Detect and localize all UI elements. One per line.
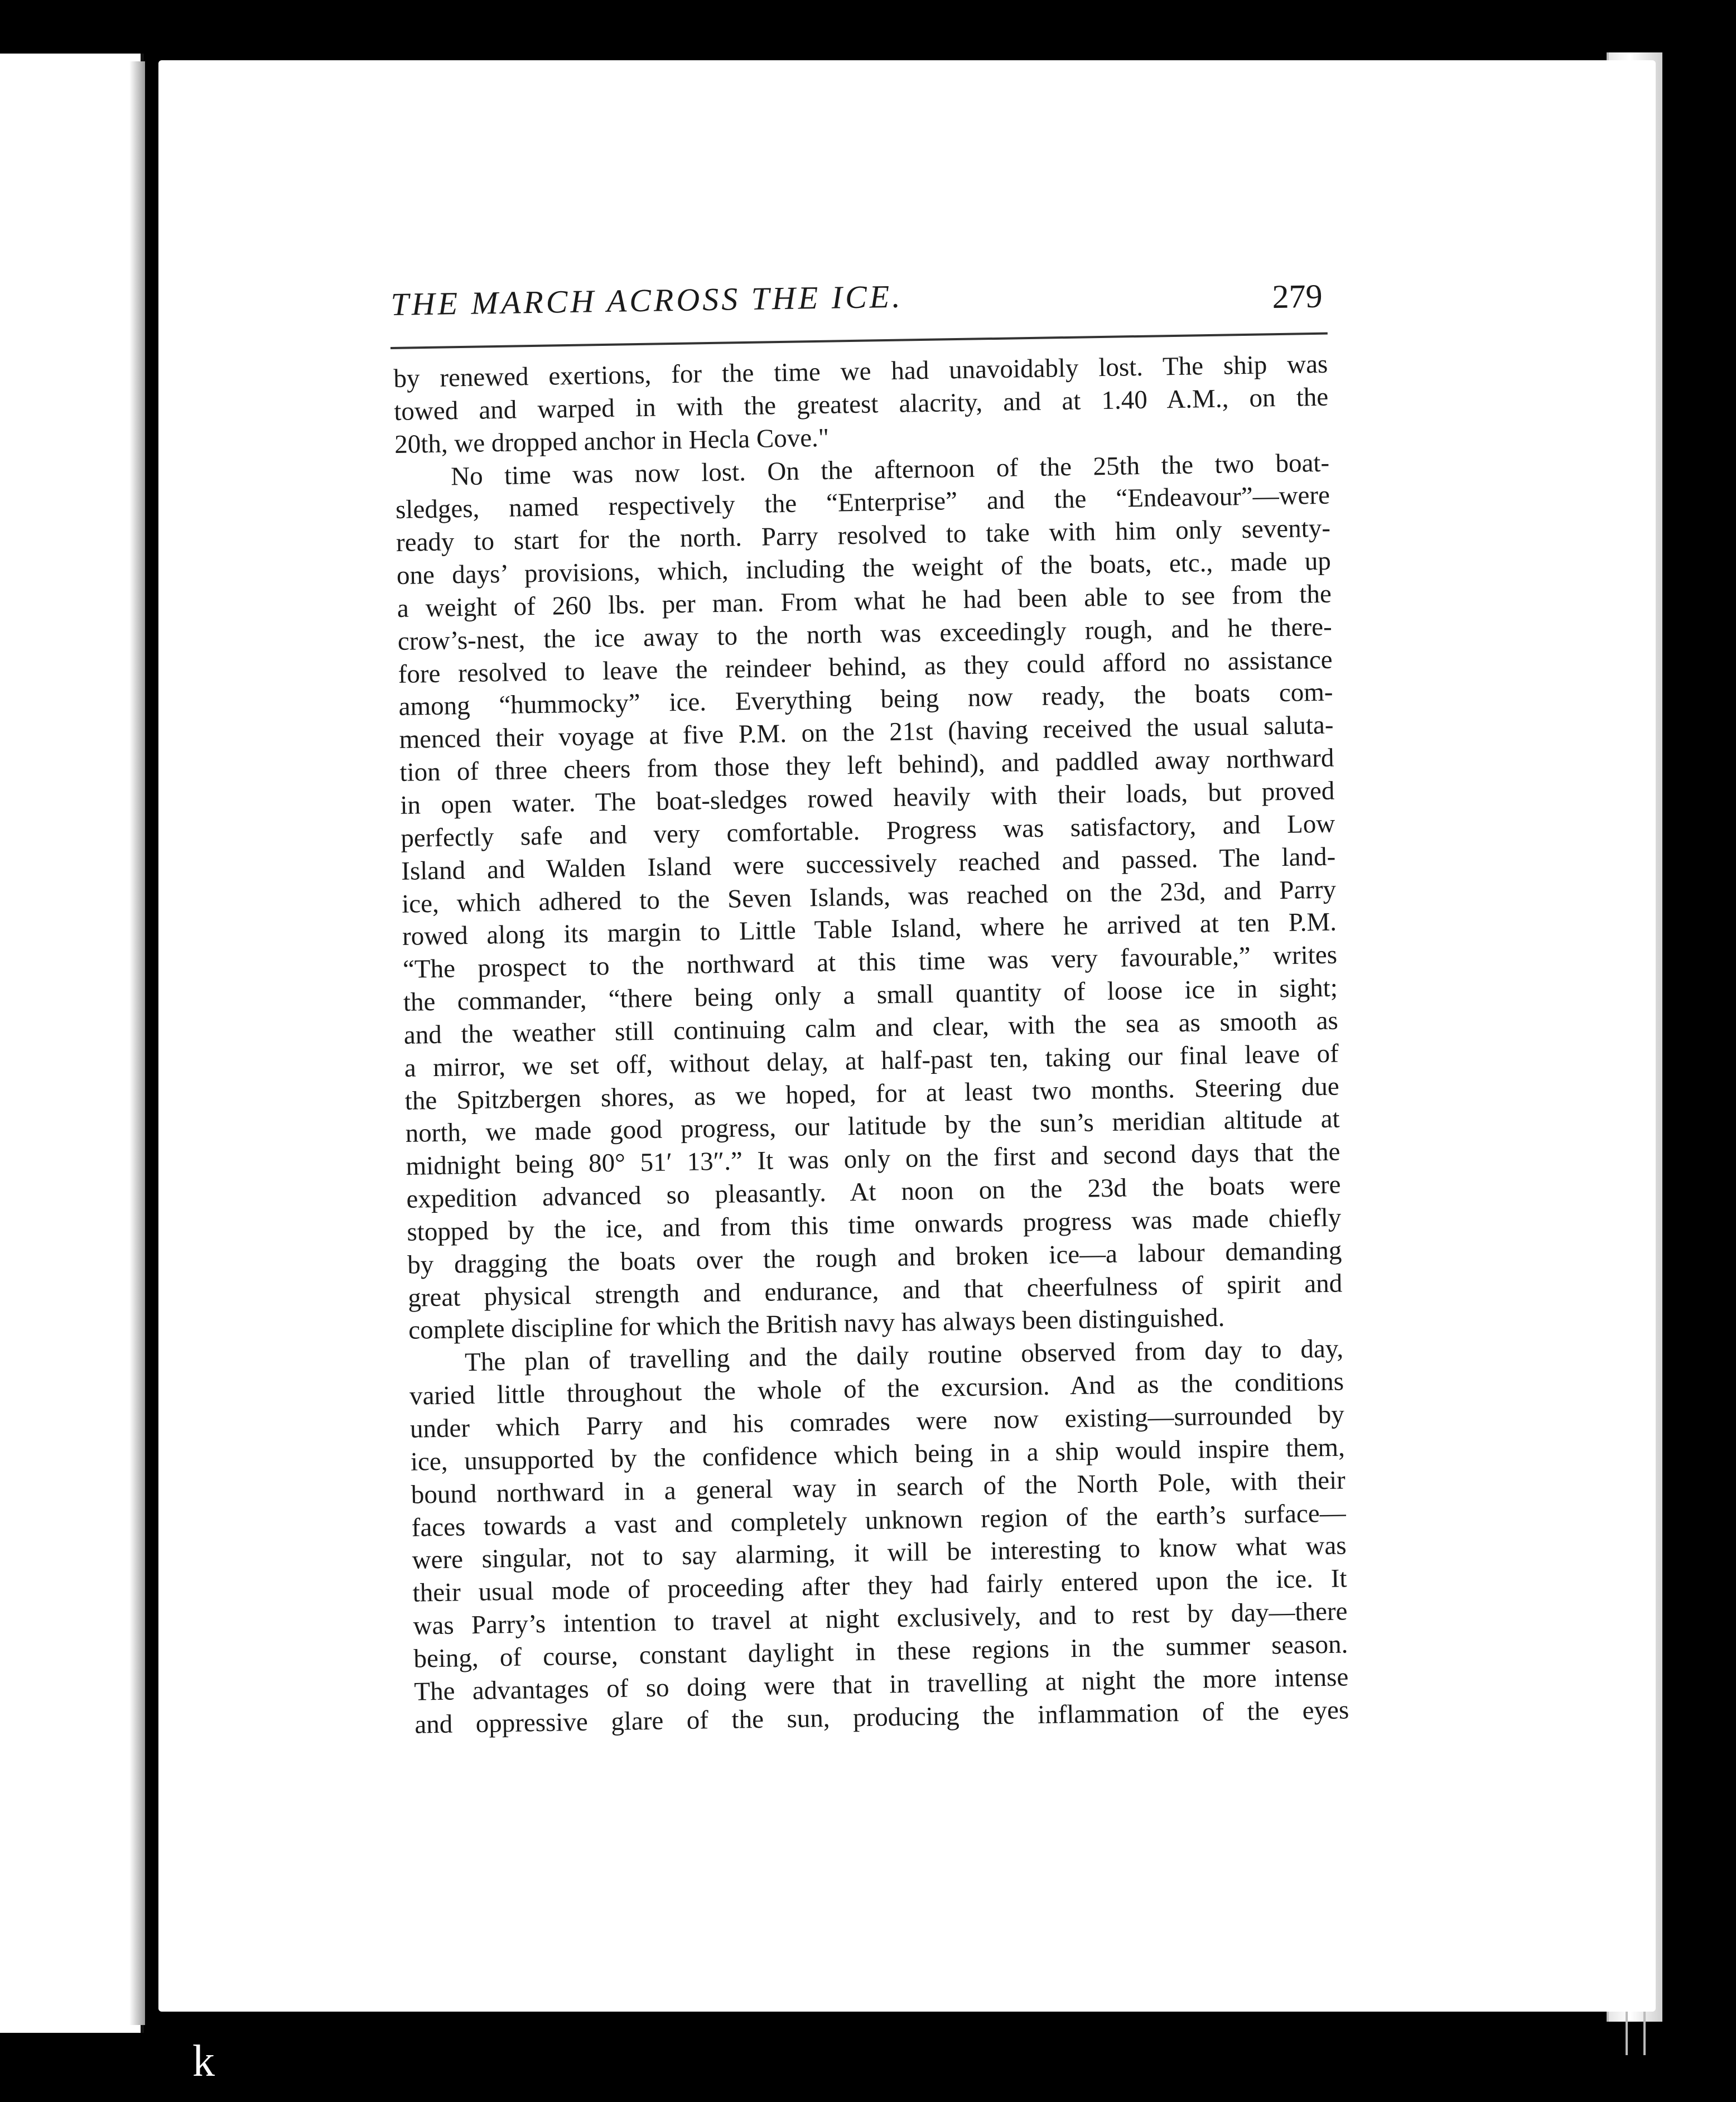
text-line: and oppressive glare of the sun, producing the inflammation of the eyes xyxy=(414,1695,1349,1739)
text-line: being, of course, constant daylight in these regions in the summer season. xyxy=(413,1629,1348,1674)
text-line: among “hummocky” ice. Everything being now ready, the boats com- xyxy=(398,678,1333,722)
text-line: great physical strength and endurance, and that cheerfulness of spirit and xyxy=(407,1269,1343,1313)
text-line: under which Parry and his comrades were now existing—surrounded by xyxy=(409,1400,1345,1444)
text-line: their usual mode of proceeding after they had fairly entered upon the ice. It xyxy=(412,1564,1347,1608)
text-line: varied little throughout the whole of the excursion. And as the conditions xyxy=(409,1367,1344,1411)
gutter-shadow xyxy=(129,61,145,2025)
text-line: expedition advanced so pleasantly. At noon on the 23d the boats were xyxy=(406,1170,1341,1214)
text-line: in open water. The boat-sledges rowed heavily with their loads, but proved xyxy=(400,776,1335,820)
text-line: a mirror, we set off, without delay, at half-past ten, taking our final leave of xyxy=(404,1039,1339,1083)
text-line: north, we made good progress, our latitude by the sun’s meridian altitude at xyxy=(405,1104,1340,1149)
body-text xyxy=(393,348,1352,1941)
text-line: “The prospect to the northward at this time was very favourable,” writes xyxy=(402,940,1338,985)
text-line: menced their voyage at five P.M. on the 21st (having received the usual saluta- xyxy=(399,710,1334,755)
text-line: ice, unsupported by the confidence which being in a ship would inspire them, xyxy=(410,1433,1346,1477)
text-line: sledges, named respectively the “Enterprise” and the “Endeavour”—were xyxy=(395,481,1330,525)
text-line: bound northward in a general way in search of the North Pole, with their xyxy=(411,1465,1346,1510)
text-line: ice, which adhered to the Seven Islands, was reached on the 23d, and Parry xyxy=(401,875,1337,919)
text-line: tion of three cheers from those they left behind), and paddled away northward xyxy=(399,743,1334,788)
text-line: The advantages of so doing were that in travelling at night the more intense xyxy=(414,1662,1349,1706)
text-line: the commander, “there being only a small quantity of loose ice in sight; xyxy=(403,973,1338,1017)
text-line: ready to start for the north. Parry resolved to take with him only seventy- xyxy=(396,513,1331,558)
text-line: by renewed exertions, for the time we had unavoidably lost. The ship was xyxy=(393,349,1328,393)
text-line: complete discipline for which the British navy has always been distinguished. xyxy=(408,1303,1225,1346)
text-line: one days’ provisions, which, including the weight of the boats, etc., made up xyxy=(396,546,1332,591)
text-line: No time was now lost. On the afternoon of the 25th the two boat- xyxy=(450,448,1330,491)
text-line: the Spitzbergen shores, as we hoped, for at least two months. Steering due xyxy=(404,1072,1339,1116)
text-line: and the weather still continuing calm and clear, with the sea as smooth as xyxy=(403,1006,1339,1050)
text-line: Island and Walden Island were successively reached and passed. The land- xyxy=(401,842,1336,886)
text-line: The plan of travelling and the daily routine observed from day to day, xyxy=(464,1334,1344,1377)
text-line: midnight being 80° 51′ 13″.” It was only on the first and second days that the xyxy=(406,1137,1340,1182)
text-line: a weight of 260 lbs. per man. From what he had been able to see from the xyxy=(397,579,1332,623)
text-line: faces towards a vast and completely unknown region of the earth’s surface— xyxy=(411,1498,1347,1542)
text-line: fore resolved to leave the reindeer behind, as they could afford no assistance xyxy=(398,645,1333,689)
text-line: stopped by the ice, and from this time onwards progress was made chiefly xyxy=(407,1203,1342,1247)
text-line: were singular, not to say alarming, it will be interesting to know what was xyxy=(412,1531,1347,1575)
text-line: crow’s-nest, the ice away to the north was exceedingly rough, and he there- xyxy=(397,612,1333,656)
text-line: perfectly safe and very comfortable. Progress was satisfactory, and Low xyxy=(400,809,1335,853)
text-line: 20th, we dropped anchor in Hecla Cove." xyxy=(394,423,830,459)
text-line: towed and warped in with the greatest alacrity, and at 1.40 A.M., on the xyxy=(393,382,1329,426)
running-head: THE MARCH ACROSS THE ICE. xyxy=(390,278,904,322)
page-number: 279 xyxy=(1272,277,1323,315)
previous-page-edge xyxy=(0,54,144,2033)
text-line: rowed along its margin to Little Table Island, where he arrived at ten P.M. xyxy=(402,907,1337,952)
text-line: by dragging the boats over the rough and broken ice—a labour demanding xyxy=(407,1236,1342,1280)
scan-mark: k xyxy=(192,2037,215,2086)
text-line: was Parry’s intention to travel at night exclusively, and to rest by day—there xyxy=(413,1597,1348,1641)
